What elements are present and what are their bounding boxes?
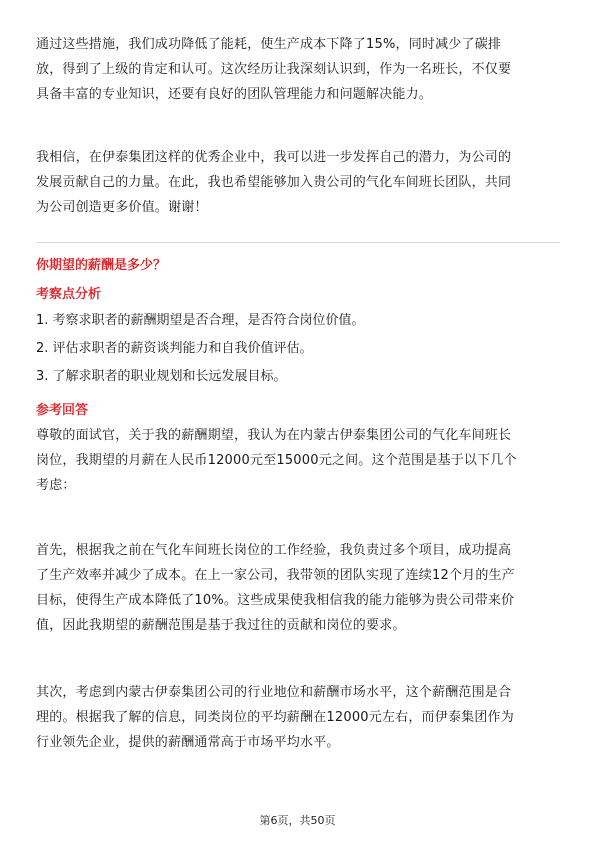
analysis-item: 3. 了解求职者的职业规划和长远发展目标。 [36, 369, 287, 384]
text-line: 行业领先企业，提供的薪酬通常高于市场平均水平。 [36, 735, 340, 750]
text-line: 为公司创造更多价值。谢谢！ [36, 200, 208, 215]
text-line: 发展贡献自己的力量。在此，我也希望能够加入贵公司的气化车间班长团队，共同 [36, 175, 512, 190]
page-number: 第6页，共50页 [259, 814, 336, 827]
text-line: 首先，根据我之前在气化车间班长岗位的工作经验，我负责过多个项目，成功提高 [36, 543, 512, 558]
text-line: 放，得到了上级的肯定和认可。这次经历让我深刻认识到，作为一名班长，不仅要 [36, 62, 512, 77]
text-line: 理的。根据我了解的信息，同类岗位的平均薪酬在12000元左右，而伊泰集团作为 [36, 710, 514, 725]
text-line: 我相信，在伊泰集团这样的优秀企业中，我可以进一步发挥自己的潜力，为公司的 [36, 150, 512, 165]
answer-label: 参考回答 [36, 403, 89, 418]
text-line: 通过这些措施，我们成功降低了能耗，使生产成本下降了15%，同时减少了碳排 [36, 37, 502, 52]
text-line: 考虑： [36, 478, 76, 493]
question-heading: 你期望的薪酬是多少？ [36, 258, 167, 273]
section-divider [36, 242, 560, 243]
answer-paragraph-1 [36, 423, 560, 498]
analysis-item: 2. 评估求职者的薪资谈判能力和自我价值评估。 [36, 341, 313, 356]
answer-paragraph-3 [36, 680, 560, 755]
analysis-label: 考察点分析 [36, 287, 102, 302]
text-line: 其次，考虑到内蒙古伊泰集团公司的行业地位和薪酬市场水平，这个薪酬范围是合 [36, 685, 512, 700]
text-line: 具备丰富的专业知识，还要有良好的团队管理能力和问题解决能力。 [36, 87, 433, 102]
text-line: 岗位，我期望的月薪在人民币12000元至15000元之间。这个范围是基于以下几个 [36, 453, 517, 468]
answer-paragraph-2 [36, 538, 560, 638]
text-line: 值，因此我期望的薪酬范围是基于我过往的贡献和岗位的要求。 [36, 618, 406, 633]
intro-paragraph-2 [36, 145, 560, 220]
text-line: 目标，使得生产成本降低了10%。这些成果使我相信我的能力能够为贵公司带来价 [36, 593, 515, 608]
text-line: 了生产效率并减少了成本。在上一家公司，我带领的团队实现了连续12个月的生产 [36, 568, 515, 583]
text-line: 尊敬的面试官，关于我的薪酬期望，我认为在内蒙古伊泰集团公司的气化车间班长 [36, 428, 512, 443]
intro-paragraph-1 [36, 32, 560, 107]
analysis-item: 1. 考察求职者的薪酬期望是否合理，是否符合岗位价值。 [36, 313, 365, 328]
